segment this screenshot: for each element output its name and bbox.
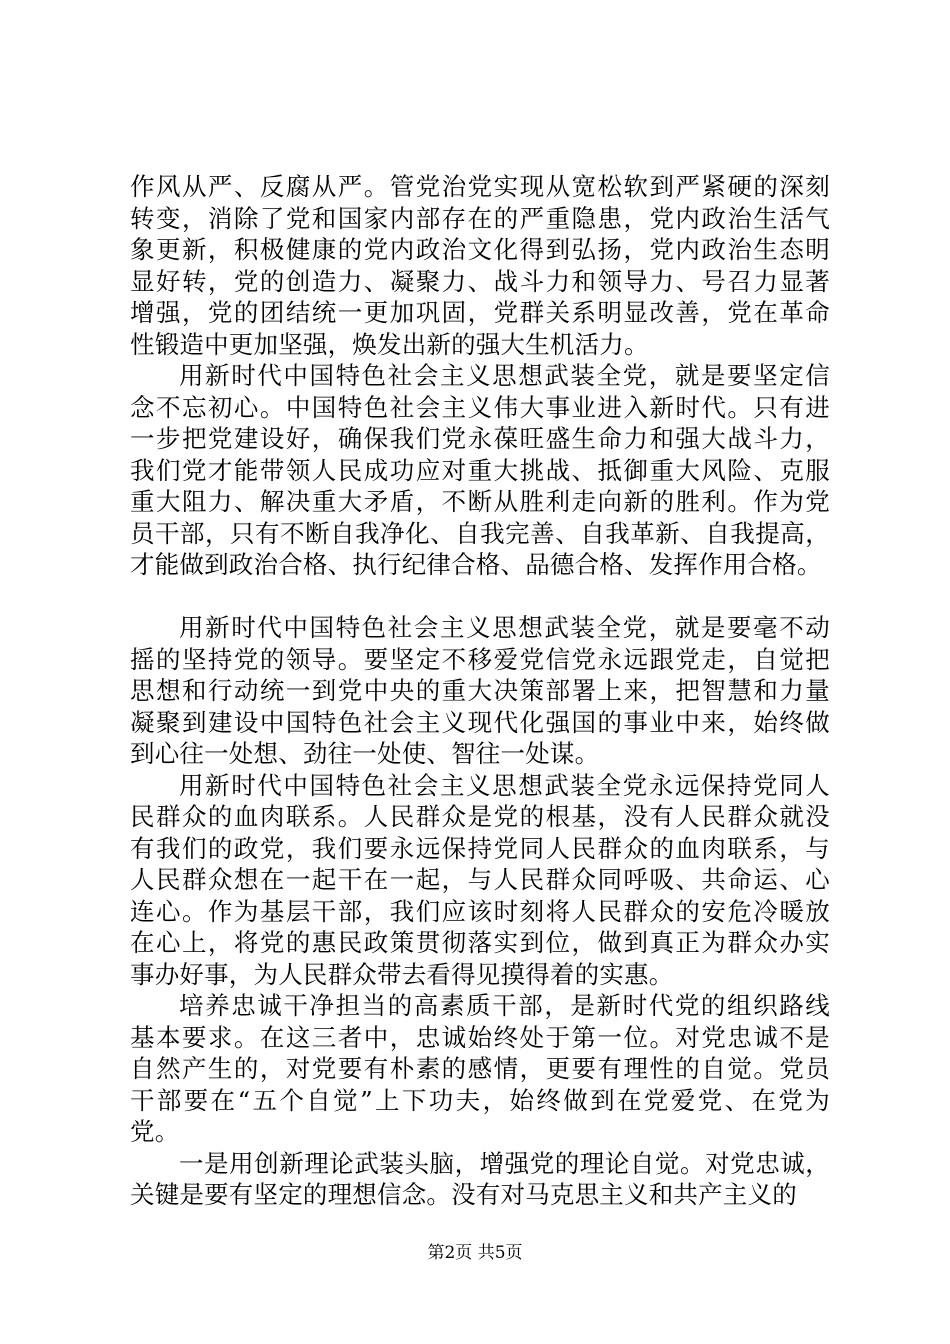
text-line: 才能做到政治合格、执行纪律合格、品德合格、发挥作用合格。 (130, 550, 822, 579)
text-line: 我们党才能带领人民成功应对重大挑战、抵御重大风险、克服 (130, 455, 830, 485)
body-text (130, 171, 830, 1211)
text-line: 事办好事，为人民群众带去看得见摸得着的实惠。 (130, 959, 674, 989)
paragraph (130, 1148, 830, 1211)
paragraph (130, 990, 830, 1148)
text-line: 念不忘初心。中国特色社会主义伟大事业进入新时代。只有进 (130, 392, 830, 422)
text-line: 性锻造中更加坚强，焕发出新的强大生机活力。 (130, 329, 649, 359)
text-line: 转变，消除了党和国家内部存在的严重隐患，党内政治生活气 (130, 203, 830, 233)
text-line: 连心。作为基层干部，我们应该时刻将人民群众的安危冷暖放 (130, 896, 830, 926)
paragraph (130, 360, 830, 581)
text-line: 民群众的血肉联系。人民群众是党的根基，没有人民群众就没 (130, 802, 830, 831)
text-line: 摇的坚持党的领导。要坚定不移爱党信党永远跟党走，自觉把 (130, 644, 830, 674)
text-line: 一是用创新理论武装头脑，增强党的理论自觉。对党忠诚， (179, 1148, 830, 1178)
text-line: 用新时代中国特色社会主义思想武装全党，就是要毫不动 (179, 613, 830, 642)
text-line: 有我们的政党，我们要永远保持党同人民群众的血肉联系，与 (130, 833, 830, 863)
text-line: 凝聚到建设中国特色社会主义现代化强国的事业中来，始终做 (130, 707, 830, 737)
text-line: 显好转，党的创造力、凝聚力、战斗力和领导力、号召力显著 (130, 266, 830, 296)
text-line: 重大阻力、解决重大矛盾，不断从胜利走向新的胜利。作为党 (130, 487, 830, 516)
text-line: 干部要在“五个自觉”上下功夫，始终做到在党爱党、在党为 (130, 1085, 830, 1115)
page-footer: 第2页 共5页 (427, 1243, 523, 1263)
paragraph-gap (130, 581, 830, 613)
paragraph (130, 770, 830, 991)
text-line: 在心上，将党的惠民政策贯彻落实到位，做到真正为群众办实 (130, 928, 830, 957)
text-line: 关键是要有坚定的理想信念。没有对马克思主义和共产主义的 (130, 1180, 797, 1209)
text-line: 到心往一处想、劲往一处使、智往一处谋。 (130, 739, 600, 768)
text-line: 思想和行动统一到党中央的重大决策部署上来，把智慧和力量 (130, 676, 830, 705)
text-line: 象更新，积极健康的党内政治文化得到弘扬，党内政治生态明 (130, 235, 830, 264)
text-line: 增强，党的团结统一更加巩固，党群关系明显改善，党在革命 (130, 298, 830, 327)
paragraph (130, 612, 830, 770)
text-line: 基本要求。在这三者中，忠诚始终处于第一位。对党忠诚不是 (130, 1022, 830, 1052)
text-line: 自然产生的，对党要有朴素的感情，更要有理性的自觉。党员 (130, 1054, 830, 1083)
text-line: 一步把党建设好，确保我们党永葆旺盛生命力和强大战斗力， (130, 424, 830, 453)
text-line: 员干部，只有不断自我净化、自我完善、自我革新、自我提高， (130, 518, 830, 548)
paragraph (130, 171, 830, 360)
text-line: 人民群众想在一起干在一起，与人民群众同呼吸、共命运、心 (130, 865, 830, 894)
text-line: 培养忠诚干净担当的高素质干部，是新时代党的组织路线 (179, 991, 830, 1020)
text-line: 党。 (130, 1117, 180, 1146)
text-line: 作风从严、反腐从严。管党治党实现从宽松软到严紧硬的深刻 (130, 172, 830, 201)
text-line: 用新时代中国特色社会主义思想武装全党，就是要坚定信 (179, 361, 830, 390)
text-line: 用新时代中国特色社会主义思想武装全党永远保持党同人 (179, 770, 830, 800)
